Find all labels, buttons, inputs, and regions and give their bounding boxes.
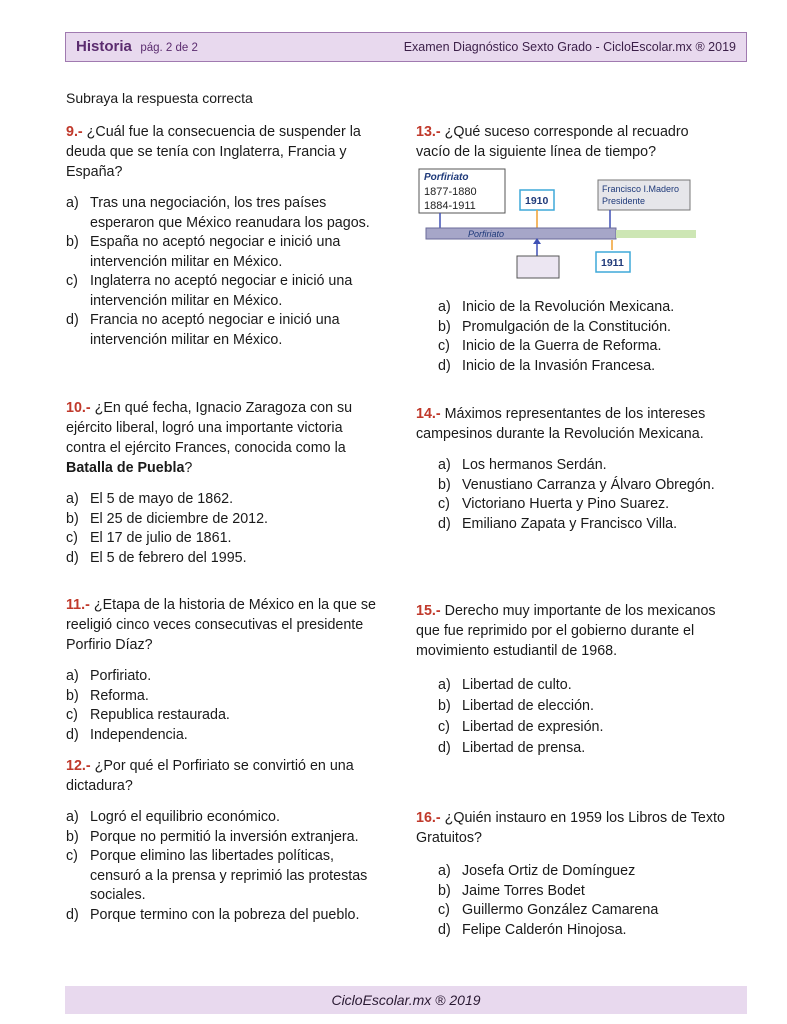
option-d[interactable]: d) Independencia. <box>66 726 188 743</box>
question-text: ¿Cuál fue la consecuencia de suspender la deuda que se tenía con Inglaterra, Francia y España? <box>66 124 361 180</box>
subject-title: Historia <box>76 38 132 55</box>
option-c[interactable]: c) El 17 de julio de 1861. <box>66 530 232 546</box>
question-text: ¿En qué fecha, Ignacio Zaragoza con su ejército liberal, logró una importante victoria contra el ejército Frances, conocida como la <box>66 400 353 456</box>
options-list <box>416 675 726 759</box>
options-list <box>66 667 376 745</box>
question-stem <box>416 808 726 848</box>
option-a[interactable]: a) Porfiriato. <box>66 668 152 684</box>
porfiriato-bar-label: Porfiriato <box>468 229 505 239</box>
option-a[interactable]: a) Josefa Ortiz de Domínguez <box>438 863 636 879</box>
madero-box-line1: Francisco I.Madero <box>602 184 680 194</box>
option-d[interactable]: d) Libertad de prensa. <box>438 740 586 756</box>
year-1910-label: 1910 <box>525 195 549 207</box>
timeline-svg <box>418 168 700 280</box>
question-14 <box>416 404 726 534</box>
page-header <box>65 32 747 62</box>
option-c[interactable]: c) Inicio de la Guerra de Reforma. <box>438 338 662 354</box>
question-15 <box>416 601 726 759</box>
option-b[interactable]: b) Promulgación de la Constitución. <box>438 318 672 335</box>
post-porfiriato-bar <box>616 230 696 238</box>
question-10 <box>66 398 376 568</box>
options-list <box>416 298 726 376</box>
header-left <box>76 38 198 56</box>
option-a[interactable]: a) Libertad de culto. <box>438 677 572 693</box>
question-number: 11.- <box>66 597 90 613</box>
question-13-options <box>416 298 726 376</box>
question-stem <box>416 404 726 444</box>
year-1911-label: 1911 <box>601 257 624 269</box>
options-list <box>416 862 726 940</box>
options-list <box>416 456 726 534</box>
option-b[interactable]: b) Jaime Torres Bodet <box>438 882 585 899</box>
option-d[interactable]: d) El 5 de febrero del 1995. <box>66 549 247 566</box>
question-text: ¿Etapa de la historia de México en la que se reeligió cinco veces consecutivas el presidente Porfirio Díaz? <box>66 597 376 653</box>
option-c[interactable]: c) Guillermo González Camarena <box>438 902 659 918</box>
option-a[interactable]: a) El 5 de mayo de 1862. <box>66 491 234 507</box>
porfiriato-box-years-2: 1884-1911 <box>424 200 476 212</box>
question-text: ¿Quién instauro en 1959 los Libros de Texto Gratuitos? <box>416 810 725 846</box>
option-c[interactable]: c) Libertad de expresión. <box>438 719 604 735</box>
question-11 <box>66 595 376 745</box>
option-d[interactable]: d) Emiliano Zapata y Francisco Villa. <box>438 515 678 532</box>
question-number: 13.- <box>416 124 441 140</box>
option-a[interactable]: a) Tras una negociación, los tres países esperaron que México reanudara los pagos. <box>66 195 370 231</box>
option-d[interactable]: d) Felipe Calderón Hinojosa. <box>438 921 627 938</box>
option-d[interactable]: d) Inicio de la Invasión Francesa. <box>438 357 656 374</box>
empty-answer-box <box>517 256 559 278</box>
option-b[interactable]: b) España no aceptó negociar e inició una intervención militar en México. <box>66 234 341 270</box>
options-list <box>66 490 376 568</box>
page-indicator: pág. 2 de 2 <box>140 42 198 54</box>
battle-name: Batalla de Puebla <box>66 460 185 476</box>
option-b[interactable]: b) El 25 de diciembre de 2012. <box>66 510 269 527</box>
porfiriato-box-title: Porfiriato <box>424 172 469 183</box>
question-text: ¿Por qué el Porfiriato se convirtió en una dictadura? <box>66 758 354 794</box>
question-text: Máximos representantes de los intereses campesinos durante la Revolución Mexicana. <box>416 406 706 442</box>
question-number: 9.- <box>66 124 83 140</box>
question-text-end: ? <box>184 460 193 476</box>
question-stem <box>66 756 376 796</box>
question-number: 12.- <box>66 758 91 774</box>
option-a[interactable]: a) Inicio de la Revolución Mexicana. <box>438 299 675 315</box>
option-d[interactable]: d) Porque termino con la pobreza del pueblo. <box>66 906 360 923</box>
question-number: 15.- <box>416 603 441 619</box>
option-b[interactable]: b) Reforma. <box>66 687 149 704</box>
question-stem <box>416 122 726 162</box>
timeline-diagram <box>418 168 700 280</box>
madero-box-line2: Presidente <box>602 196 646 206</box>
option-b[interactable]: b) Libertad de elección. <box>438 698 594 714</box>
option-b[interactable]: b) Venustiano Carranza y Álvaro Obregón. <box>438 476 715 493</box>
option-c[interactable]: c) Republica restaurada. <box>66 707 230 723</box>
option-c[interactable]: c) Porque elimino las libertades políticas, censuró a la prensa y reprimió las protestas sociales. <box>66 848 368 903</box>
question-stem <box>416 601 726 661</box>
page-footer: CicloEscolar.mx ® 2019 <box>65 986 747 1014</box>
option-b[interactable]: b) Porque no permitió la inversión extranjera. <box>66 828 359 845</box>
instruction-text: Subraya la respuesta correcta <box>66 90 253 106</box>
option-c[interactable]: c) Victoriano Huerta y Pino Suarez. <box>438 496 670 512</box>
options-list <box>66 194 376 350</box>
options-list <box>66 808 376 925</box>
question-text: ¿Qué suceso corresponde al recuadro vacío de la siguiente línea de tiempo? <box>416 124 689 160</box>
question-12 <box>66 756 376 925</box>
option-d[interactable]: d) Francia no aceptó negociar e inició una intervención militar en México. <box>66 312 340 348</box>
question-stem <box>66 122 376 182</box>
question-9 <box>66 122 376 350</box>
porfiriato-bar <box>426 228 616 239</box>
porfiriato-box-years-1: 1877-1880 <box>424 186 477 198</box>
question-number: 10.- <box>66 400 91 416</box>
exam-title: Examen Diagnóstico Sexto Grado - CicloEscolar.mx ® 2019 <box>403 40 736 54</box>
question-text: Derecho muy importante de los mexicanos que fue reprimido por el gobierno durante el movimiento estudiantil de 1968. <box>416 603 716 659</box>
question-stem <box>66 595 376 655</box>
question-stem <box>66 398 376 478</box>
option-a[interactable]: a) Los hermanos Serdán. <box>438 457 607 473</box>
option-a[interactable]: a) Logró el equilibrio económico. <box>66 809 280 825</box>
option-c[interactable]: c) Inglaterra no aceptó negociar e inició una intervención militar en México. <box>66 273 353 309</box>
question-number: 16.- <box>416 810 441 826</box>
question-number: 14.- <box>416 406 441 422</box>
question-13 <box>416 122 726 162</box>
question-16 <box>416 808 726 940</box>
